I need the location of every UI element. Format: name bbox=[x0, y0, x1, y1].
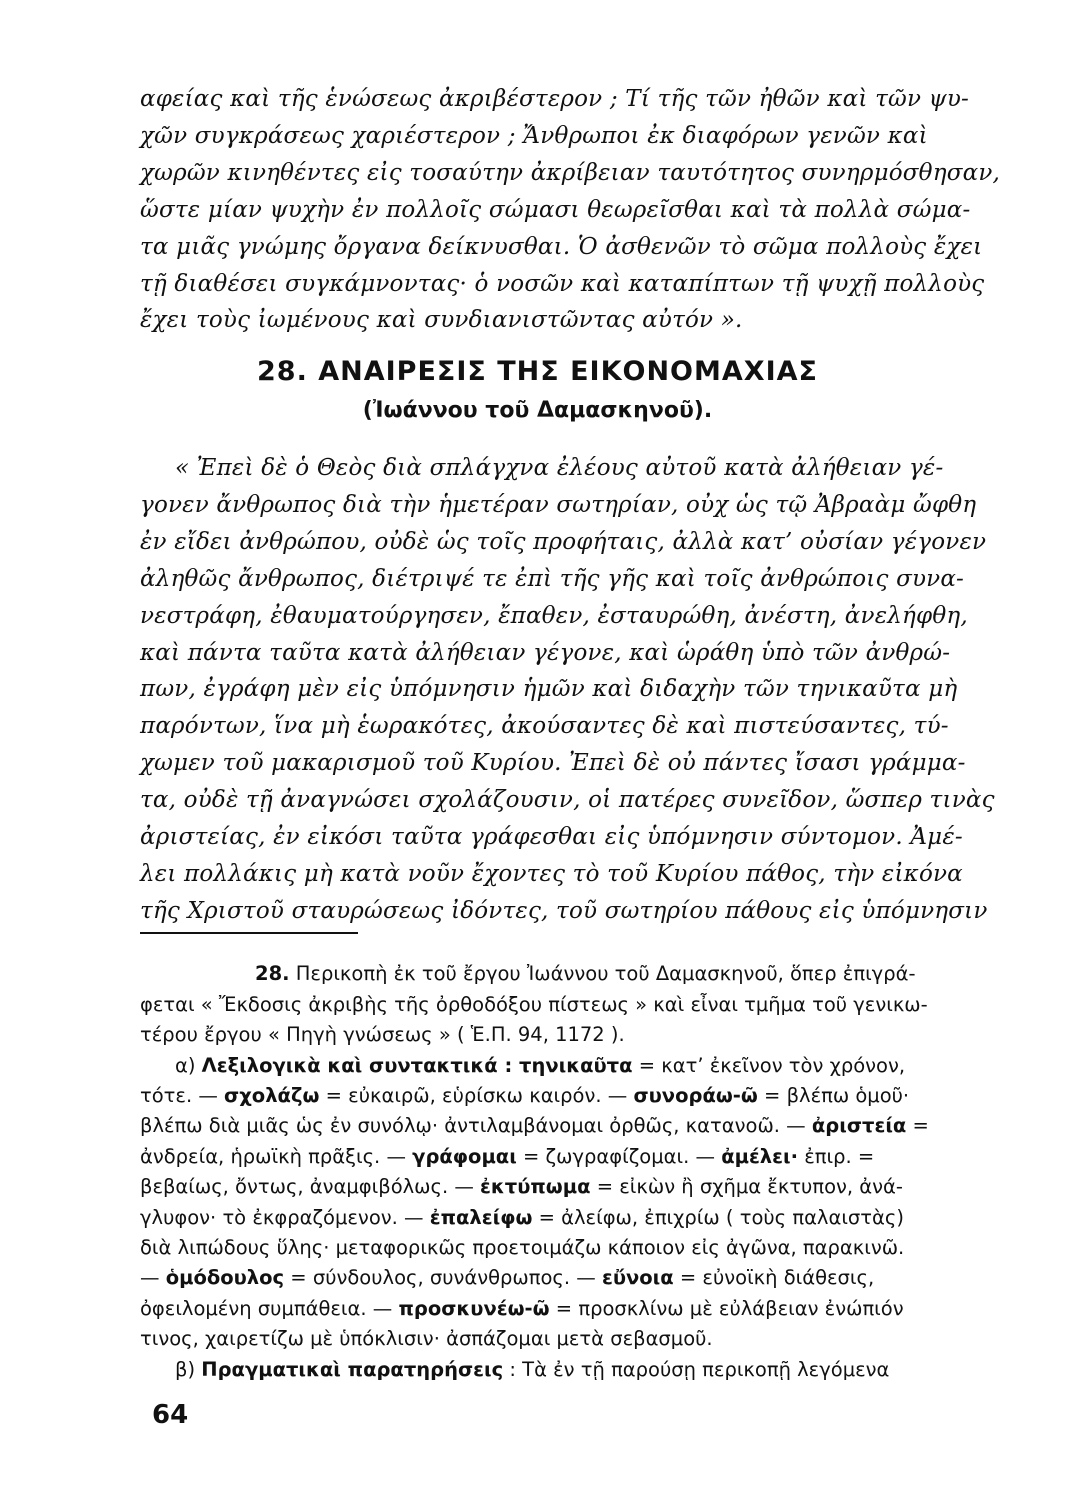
footnote-number: 28. bbox=[255, 962, 290, 985]
footnote-rule bbox=[140, 932, 358, 934]
footnote-line bbox=[140, 1297, 904, 1320]
footnote-bold-term: ἀριστεία bbox=[811, 1114, 907, 1137]
footnote-line bbox=[175, 1358, 889, 1381]
footnote-line bbox=[140, 1175, 903, 1198]
footnote-bold-term: σχολάζω bbox=[224, 1084, 320, 1107]
section-title: 28. ΑΝΑΙΡΕΣΙΣ ΤΗΣ ΕΙΚΟΝΟΜΑΧΙΑΣ bbox=[257, 356, 818, 387]
footnote-text: = εὐκαιρῶ, εὑρίσκω καιρόν. — bbox=[319, 1084, 634, 1107]
footnote-text: τότε. — bbox=[140, 1084, 225, 1107]
text-line: χῶν συγκράσεως χαριέστερον ; Ἄνθρωποι ἐκ διαφόρων γενῶν καὶ bbox=[140, 123, 928, 149]
text-line: παρόντων, ἵνα μὴ ἑωρακότες, ἀκούσαντες δὲ καὶ πιστεύσαντες, τύ- bbox=[140, 713, 949, 739]
footnote-line bbox=[140, 1206, 904, 1229]
footnote-bold-term: συνοράω-ῶ bbox=[633, 1084, 758, 1107]
footnote-line bbox=[140, 1145, 874, 1168]
footnote-text: Περικοπὴ ἐκ τοῦ ἔργου Ἰωάννου τοῦ Δαμασκηνοῦ, ὅπερ ἐπιγρά- bbox=[289, 962, 916, 985]
footnote-bold-term: εὔνοια bbox=[601, 1266, 674, 1289]
text-line: λει πολλάκις μὴ κατὰ νοῦν ἔχοντες τὸ τοῦ Κυρίου πάθος, τὴν εἰκόνα bbox=[140, 861, 963, 887]
footnote-bold-term: ἐπαλείφω bbox=[429, 1206, 533, 1229]
footnote-bold-term: ὁμόδουλος bbox=[165, 1266, 285, 1289]
footnote-bold-term: Πραγματικαὶ παρατηρήσεις bbox=[201, 1358, 504, 1381]
footnote-text: ἐπιρ. = bbox=[798, 1145, 875, 1168]
footnote-text: = ζωγραφίζομαι. — bbox=[516, 1145, 722, 1168]
text-line: ἐν εἴδει ἀνθρώπου, οὐδὲ ὡς τοῖς προφήταις, ἀλλὰ κατ’ οὐσίαν γέγονεν bbox=[140, 529, 987, 555]
footnote-line: τέρου ἔργου « Πηγὴ γνώσεως » ( Ἑ.Π. 94, 1172 ). bbox=[140, 1023, 625, 1046]
footnote-bold-term: ἐκτύπωμα bbox=[480, 1175, 591, 1198]
footnote-text: — bbox=[140, 1266, 166, 1289]
footnote-text: ὀφειλομένη συμπάθεια. — bbox=[140, 1297, 399, 1320]
footnote-text: = εἰκὼν ἢ σχῆμα ἔκτυπον, ἀνά- bbox=[590, 1175, 903, 1198]
footnote-text: = βλέπω ὁμοῦ· bbox=[757, 1084, 910, 1107]
footnote-bold-term: Λεξιλογικὰ καὶ συντακτικά : τηνικαῦτα bbox=[201, 1054, 633, 1077]
footnote-text: = κατ’ ἐκεῖνον τὸν χρόνον, bbox=[632, 1054, 906, 1077]
text-line: ὥστε μίαν ψυχὴν ἐν πολλοῖς σώμασι θεωρεῖσθαι καὶ τὰ πολλὰ σώμα- bbox=[140, 197, 971, 223]
footnote-line bbox=[255, 962, 915, 985]
footnote-text: = εὐνοϊκὴ διάθεσις, bbox=[673, 1266, 875, 1289]
footnote-line bbox=[140, 1266, 874, 1289]
page-number: 64 bbox=[152, 1400, 189, 1430]
text-line: πων, ἐγράφη μὲν εἰς ὑπόμνησιν ἡμῶν καὶ διδαχὴν τῶν τηνικαῦτα μὴ bbox=[140, 676, 958, 702]
section-subtitle: (Ἰωάννου τοῦ Δαμασκηνοῦ). bbox=[362, 398, 713, 423]
footnote-line: διὰ λιπώδους ὕλης· μεταφορικῶς προετοιμάζω κάποιον εἰς ἀγῶνα, παρακινῶ. bbox=[140, 1236, 905, 1259]
footnote-text: = προσκλίνω μὲ εὐλάβειαν ἐνώπιόν bbox=[549, 1297, 904, 1320]
footnote-text: β) bbox=[175, 1358, 202, 1381]
text-line: τα μιᾶς γνώμης ὄργανα δείκνυσθαι. Ὁ ἀσθενῶν τὸ σῶμα πολλοὺς ἔχει bbox=[140, 234, 983, 260]
footnote-text: γλυφον· τὸ ἐκφραζόμενον. — bbox=[140, 1206, 430, 1229]
footnote-text: = bbox=[906, 1114, 929, 1137]
text-line: ἔχει τοὺς ἰωμένους καὶ συνδιανιστῶντας αὐτόν ». bbox=[140, 307, 743, 333]
text-line: ἀριστείας, ἐν εἰκόσι ταῦτα γράφεσθαι εἰς ὑπόμνησιν σύντομον. Ἀμέ- bbox=[140, 824, 963, 850]
text-line: νεστράφη, ἐθαυματούργησεν, ἔπαθεν, ἐσταυρώθη, ἀνέστη, ἀνελήφθη, bbox=[140, 603, 968, 629]
text-line: τα, οὐδὲ τῇ ἀναγνώσει σχολάζουσιν, οἱ πατέρες συνεῖδον, ὥσπερ τινὰς bbox=[140, 787, 995, 813]
footnote-text: = ἀλείφω, ἐπιχρίω ( τοὺς παλαιστὰς) bbox=[532, 1206, 904, 1229]
footnote-line: φεται « Ἔκδοσις ἀκριβὴς τῆς ὀρθοδόξου πίστεως » καὶ εἶναι τμῆμα τοῦ γενικω- bbox=[140, 993, 928, 1016]
text-line: αφείας καὶ τῆς ἑνώσεως ἀκριβέστερον ; Τί τῆς τῶν ἠθῶν καὶ τῶν ψυ- bbox=[140, 86, 970, 112]
footnote-line: τινος, χαιρετίζω μὲ ὑπόκλισιν· ἀσπάζομαι μετὰ σεβασμοῦ. bbox=[140, 1327, 713, 1350]
footnote-text: : Τὰ ἐν τῇ παρούσῃ περικοπῇ λεγόμενα bbox=[503, 1358, 890, 1381]
footnote-text: βεβαίως, ὄντως, ἀναμφιβόλως. — bbox=[140, 1175, 481, 1198]
text-line: καὶ πάντα ταῦτα κατὰ ἀλήθειαν γέγονε, καὶ ὡράθη ὑπὸ τῶν ἀνθρώ- bbox=[140, 640, 951, 666]
footnote-bold-term: προσκυνέω-ῶ bbox=[398, 1297, 550, 1320]
footnote-text: α) bbox=[175, 1054, 202, 1077]
footnote-bold-term: ἀμέλει· bbox=[721, 1145, 799, 1168]
text-line: τῇ διαθέσει συγκάμνοντας· ὁ νοσῶν καὶ καταπίπτων τῇ ψυχῇ πολλοὺς bbox=[140, 271, 985, 297]
text-line: γονεν ἄνθρωπος διὰ τὴν ἡμετέραν σωτηρίαν, οὐχ ὡς τῷ Ἀβραὰμ ὤφθη bbox=[140, 492, 977, 518]
text-line: « Ἐπεὶ δὲ ὁ Θεὸς διὰ σπλάγχνα ἐλέους αὐτοῦ κατὰ ἀλήθειαν γέ- bbox=[175, 455, 944, 481]
footnote-text: = σύνδουλος, συνάνθρωπος. — bbox=[284, 1266, 602, 1289]
footnote-bold-term: γράφομαι bbox=[412, 1145, 517, 1168]
footnote-line bbox=[140, 1084, 909, 1107]
footnote-text: ἀνδρεία, ἡρωϊκὴ πρᾶξις. — bbox=[140, 1145, 413, 1168]
text-line: χωμεν τοῦ μακαρισμοῦ τοῦ Κυρίου. Ἐπεὶ δὲ οὐ πάντες ἴσασι γράμμα- bbox=[140, 750, 966, 776]
text-line: χωρῶν κινηθέντες εἰς τοσαύτην ἀκρίβειαν ταυτότητος συνηρμόσθησαν, bbox=[140, 160, 1001, 186]
footnote-line bbox=[140, 1114, 929, 1137]
text-line: τῆς Χριστοῦ σταυρώσεως ἰδόντες, τοῦ σωτηρίου πάθους εἰς ὑπόμνησιν bbox=[140, 898, 988, 924]
footnote-text: βλέπω διὰ μιᾶς ὡς ἐν συνόλῳ· ἀντιλαμβάνομαι ὀρθῶς, κατανοῶ. — bbox=[140, 1114, 812, 1137]
footnote-line bbox=[175, 1054, 905, 1077]
text-line: ἀληθῶς ἄνθρωπος, διέτριψέ τε ἐπὶ τῆς γῆς καὶ τοῖς ἀνθρώποις συνα- bbox=[140, 566, 965, 592]
